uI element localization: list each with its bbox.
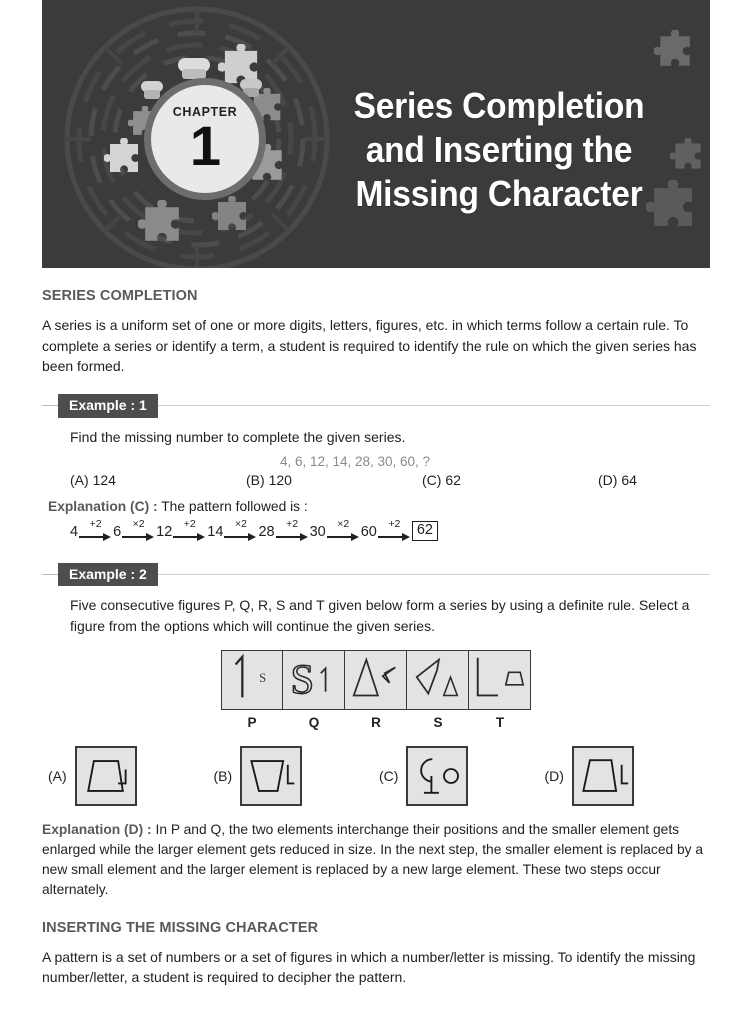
- figure-box-t: [469, 650, 531, 710]
- chain-arrow-0: [79, 517, 112, 541]
- chain-term-3: 14: [207, 524, 224, 541]
- arrow-shaft: [327, 536, 354, 537]
- explanation-2-answer: (D) :: [124, 822, 152, 838]
- answer-d-label: (D): [544, 768, 564, 785]
- section-heading-inserting-missing: INSERTING THE MISSING CHARACTER: [42, 919, 319, 936]
- answer-d-box: [572, 746, 634, 806]
- arrow-head-icon: [351, 533, 359, 541]
- arrow-head-icon: [197, 533, 205, 541]
- answer-a-box: [75, 746, 137, 806]
- arrow-head-icon: [103, 533, 111, 541]
- figure-q-shapes: [283, 651, 343, 709]
- answer-c-box: [406, 746, 468, 806]
- example-rule-right: [158, 405, 710, 406]
- example-2-question: Five consecutive figures P, Q, R, S and T given below form a series by using a definite rule. Select a figure from the options which will continue the given series.: [70, 597, 690, 634]
- chain-op-5: ×2: [337, 517, 350, 530]
- figure-r-shapes: [345, 651, 405, 709]
- option-c-value: 62: [445, 471, 461, 488]
- option-d-label: (D): [598, 471, 618, 488]
- explanation-2-text: In P and Q, the two elements interchange their positions and the smaller element gets enlarged while the larger element gets reduced in size. In the next step, the smaller element is replaced by a new small element and the larger element is replaced by a new large element. These two steps occur alternately.: [42, 822, 704, 898]
- figure-box-r: [345, 650, 407, 710]
- pattern-chain: [42, 517, 710, 541]
- option-d[interactable]: [598, 472, 637, 488]
- answer-d-shapes: [574, 748, 632, 804]
- chain-term-4: 28: [258, 524, 275, 541]
- puzzle-piece-icon: [104, 138, 144, 178]
- example-1-badge: Example : 1: [58, 394, 158, 418]
- example-2-body: [42, 595, 710, 636]
- letter-s-small: S: [259, 670, 267, 685]
- chapter-number: 1: [189, 113, 221, 177]
- series-figure-p: [221, 650, 283, 730]
- arrow-head-icon: [402, 533, 410, 541]
- figure-box-p: [221, 650, 283, 710]
- chain-op-4: +2: [286, 517, 299, 530]
- title-line-3: Missing Character: [355, 172, 643, 214]
- figure-s-shapes: [407, 651, 467, 709]
- figure-label-s: S: [433, 715, 443, 731]
- series-figure-q: [283, 650, 345, 730]
- example-1-question: Find the missing number to complete the given series.: [70, 428, 406, 445]
- arrow-head-icon: [146, 533, 154, 541]
- answer-a-label: (A): [48, 768, 67, 785]
- arrow-shaft: [378, 536, 405, 537]
- chain-term-0: 4: [70, 524, 79, 541]
- option-c-label: (C): [422, 471, 442, 488]
- option-b[interactable]: [246, 472, 422, 488]
- explanation-1-text: The pattern followed is :: [161, 498, 308, 514]
- option-a[interactable]: [70, 472, 246, 488]
- example-2-header: [42, 563, 710, 587]
- chain-result-boxed: 62: [412, 521, 438, 541]
- chain-arrow-2: [173, 517, 206, 541]
- answer-b-shapes: [242, 748, 300, 804]
- answer-b-box: [240, 746, 302, 806]
- series-figure-s: [407, 650, 469, 730]
- figure-label-q: Q: [308, 715, 320, 731]
- explanation-2-label: Explanation: [42, 822, 121, 838]
- section-heading-series-completion: SERIES COMPLETION: [42, 288, 198, 304]
- example-rule-left: [42, 574, 58, 575]
- figure-p-shapes: [222, 651, 282, 709]
- page-title: [310, 84, 688, 216]
- answer-option-a[interactable]: [48, 746, 214, 806]
- arrow-shaft: [173, 536, 200, 537]
- figure-box-s: [407, 650, 469, 710]
- example-1-body: [42, 427, 710, 488]
- chain-arrow-3: [224, 517, 257, 541]
- figure-label-t: T: [495, 715, 505, 731]
- option-b-label: (B): [246, 471, 265, 488]
- example-2-answer-options: [42, 746, 710, 806]
- example-rule-right: [158, 574, 710, 575]
- puzzle-piece-icon: [654, 30, 696, 72]
- option-d-value: 64: [621, 471, 637, 488]
- explanation-1-answer: (C) :: [130, 498, 158, 514]
- option-a-value: 124: [92, 471, 116, 488]
- section-paragraph-inserting-missing: A pattern is a set of numbers or a set of figures in which a number/letter is missing. To identify the missing number/letter, a student is required to decipher the pattern.: [42, 948, 696, 986]
- answer-option-d[interactable]: [545, 746, 711, 806]
- content-body: [42, 268, 710, 988]
- answer-c-label: (C): [379, 768, 399, 785]
- letter-s-large: S: [290, 656, 315, 704]
- option-a-label: (A): [70, 471, 89, 488]
- title-line-2: and Inserting the: [365, 128, 633, 170]
- answer-c-shapes: [408, 748, 466, 804]
- chain-op-3: ×2: [234, 517, 247, 530]
- series-figures: [42, 650, 710, 730]
- chain-arrow-1: [122, 517, 155, 541]
- arrow-shaft: [122, 536, 149, 537]
- puzzle-piece-icon: [138, 200, 186, 248]
- example-1-explanation: [42, 497, 710, 517]
- chain-op-0: +2: [89, 517, 102, 530]
- chain-term-2: 12: [156, 524, 173, 541]
- answer-option-c[interactable]: [379, 746, 545, 806]
- example-1-header: [42, 394, 710, 418]
- chapter-word: CHAPTER: [172, 105, 238, 120]
- figure-t-shapes: [469, 651, 529, 709]
- series-figure-r: [345, 650, 407, 730]
- answer-b-label: (B): [213, 768, 233, 785]
- figure-label-r: R: [371, 715, 381, 731]
- chain-op-1: ×2: [132, 517, 145, 530]
- arrow-shaft: [224, 536, 251, 537]
- answer-a-shapes: [77, 748, 135, 804]
- arrow-head-icon: [300, 533, 308, 541]
- chain-arrow-5: [327, 517, 360, 541]
- title-line-1: Series Completion: [353, 85, 645, 126]
- figure-box-q: [283, 650, 345, 710]
- chain-term-5: 30: [309, 524, 326, 541]
- chapter-badge: [144, 78, 266, 200]
- option-c[interactable]: [422, 472, 598, 488]
- example-2-explanation: [42, 820, 710, 901]
- arrow-head-icon: [248, 533, 256, 541]
- puzzle-piece-icon: [212, 196, 252, 236]
- chain-arrow-4: [276, 517, 309, 541]
- explanation-1-label: Explanation: [48, 498, 127, 514]
- chapter-banner: [42, 0, 710, 268]
- chain-op-6: +2: [388, 517, 401, 530]
- arrow-shaft: [79, 536, 106, 537]
- chain-op-2: +2: [183, 517, 196, 530]
- example-1-series: 4, 6, 12, 14, 28, 30, 60, ?: [279, 453, 431, 469]
- example-rule-left: [42, 405, 58, 406]
- section-paragraph-series-completion: A series is a uniform set of one or more digits, letters, figures, etc. in which terms follow a certain rule. To complete a series or identify a term, a student is required to identify the rule on which the given series has been formed.: [42, 317, 697, 375]
- badge-inner-circle: [151, 85, 259, 193]
- series-figure-t: [469, 650, 531, 730]
- example-2-badge: Example : 2: [58, 563, 158, 587]
- chain-arrow-6: [378, 517, 411, 541]
- chain-term-1: 6: [113, 524, 122, 541]
- arrow-shaft: [276, 536, 303, 537]
- example-1-options: [70, 472, 710, 488]
- figure-label-p: P: [247, 715, 257, 731]
- answer-option-b[interactable]: [214, 746, 380, 806]
- chain-term-6: 60: [360, 524, 377, 541]
- option-b-value: 120: [268, 471, 292, 488]
